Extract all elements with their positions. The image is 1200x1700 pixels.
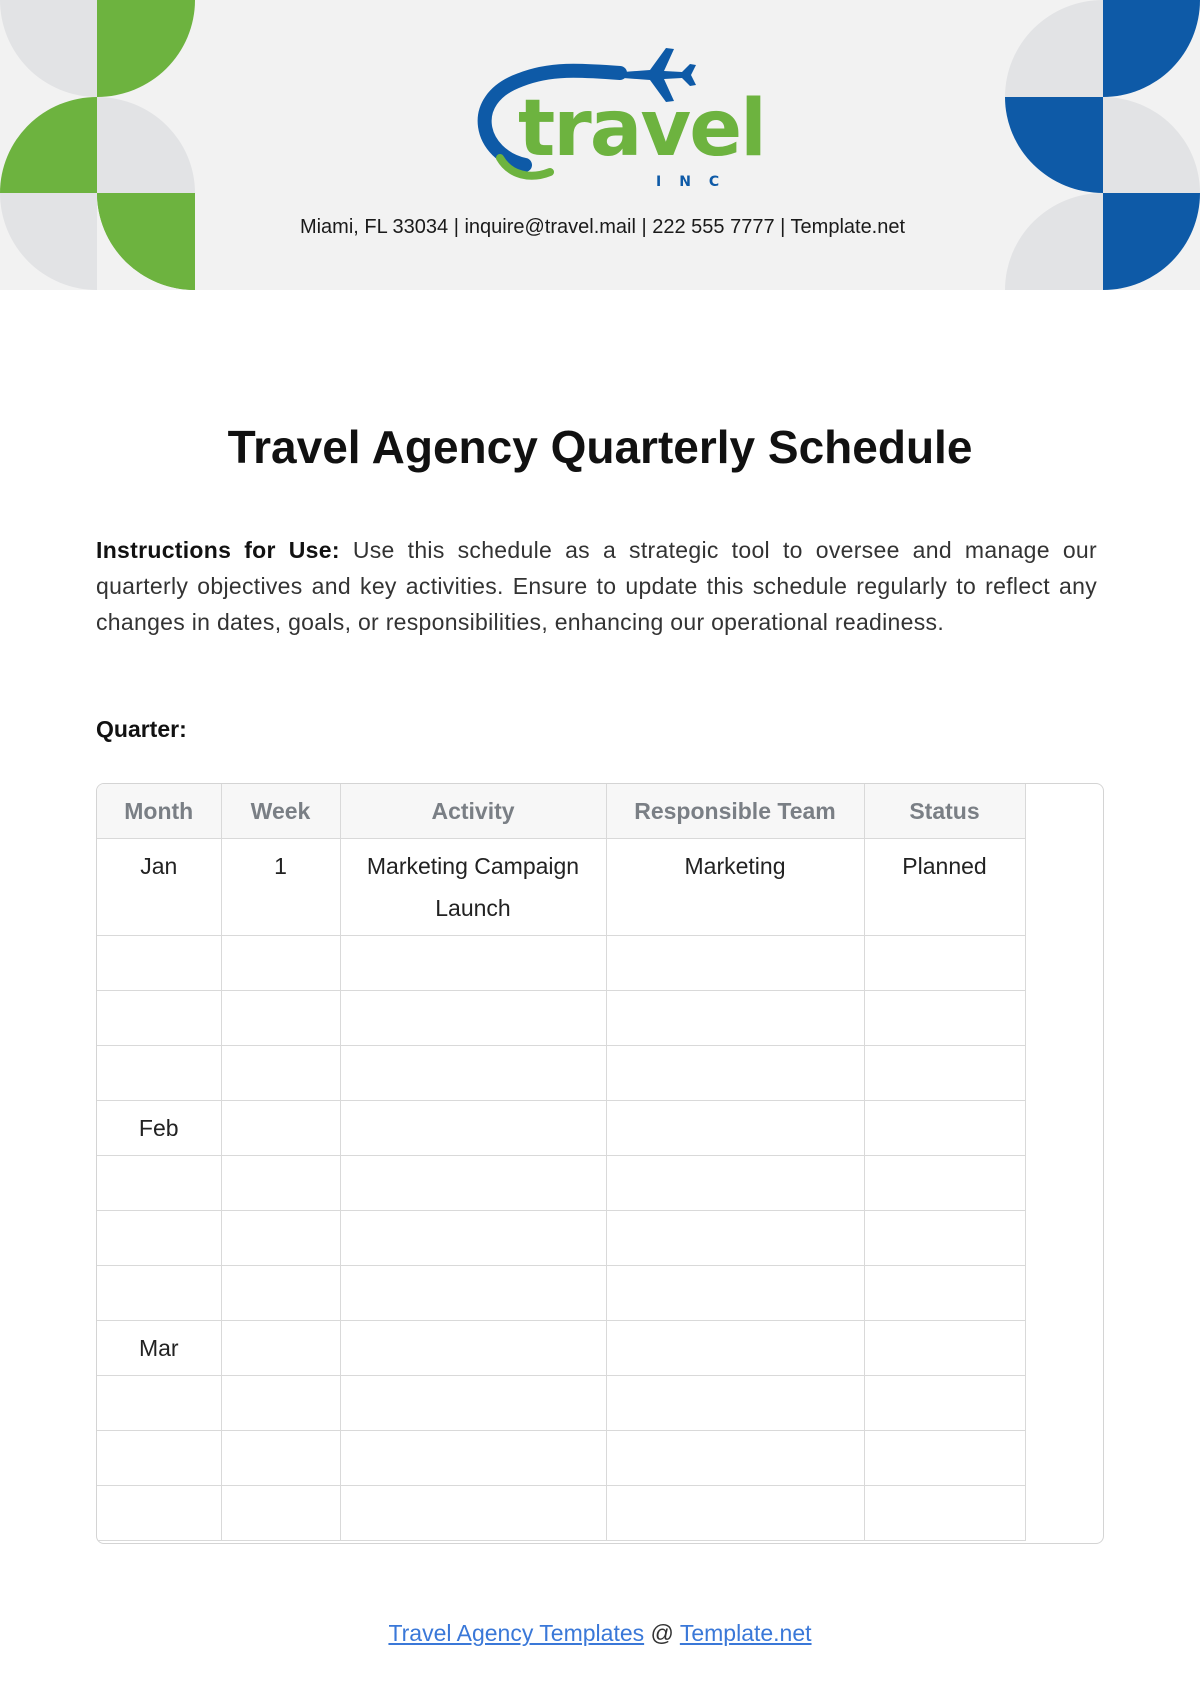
instructions-text: Use this schedule as a strategic tool to oversee and manage our quarterly objectives and key activities. Ensure to update this schedule regularly to reflect any changes in dates, goals, or responsibilities, enhancing our operational readiness. (96, 537, 1097, 635)
cell-week[interactable] (221, 991, 340, 1046)
header-banner (0, 0, 1200, 290)
table-row (97, 991, 1025, 1046)
cell-activity[interactable] (340, 991, 606, 1046)
cell-activity[interactable] (340, 1376, 606, 1431)
cell-status[interactable] (864, 1156, 1025, 1211)
cell-status[interactable] (864, 1321, 1025, 1376)
cell-responsible-team[interactable] (606, 1486, 864, 1541)
cell-week[interactable] (221, 1266, 340, 1321)
instructions-label: Instructions for Use: (96, 537, 340, 563)
column-header-status: Status (864, 784, 1025, 839)
cell-month[interactable] (97, 1431, 221, 1486)
cell-activity[interactable] (340, 1156, 606, 1211)
cell-week[interactable]: 1 (221, 839, 340, 936)
logo-subtitle: INC (656, 174, 738, 190)
travel-logo (470, 40, 765, 200)
table-row (97, 1156, 1025, 1211)
table-row (97, 1486, 1025, 1541)
cell-activity[interactable] (340, 1101, 606, 1156)
cell-responsible-team[interactable] (606, 1266, 864, 1321)
cell-week[interactable] (221, 1211, 340, 1266)
quarter-label: Quarter: (96, 716, 187, 742)
cell-month[interactable] (97, 1156, 221, 1211)
table-row (97, 1266, 1025, 1321)
cell-status[interactable] (864, 1376, 1025, 1431)
cell-responsible-team[interactable] (606, 1431, 864, 1486)
instructions-paragraph (96, 532, 1097, 640)
cell-responsible-team[interactable] (606, 1321, 864, 1376)
cell-status[interactable] (864, 1431, 1025, 1486)
cell-month[interactable]: Feb (97, 1101, 221, 1156)
column-header-month: Month (97, 784, 221, 839)
cell-month[interactable] (97, 1046, 221, 1101)
column-header-activity: Activity (340, 784, 606, 839)
cell-week[interactable] (221, 1376, 340, 1431)
cell-activity[interactable] (340, 1211, 606, 1266)
cell-status[interactable] (864, 1211, 1025, 1266)
cell-month[interactable] (97, 1266, 221, 1321)
template-net-link[interactable]: Template.net (679, 1620, 812, 1646)
footer (0, 1620, 1200, 1647)
column-header-responsible-team: Responsible Team (606, 784, 864, 839)
cell-week[interactable] (221, 1101, 340, 1156)
cell-status[interactable]: Planned (864, 839, 1025, 936)
table-row (97, 1431, 1025, 1486)
cell-responsible-team[interactable] (606, 1101, 864, 1156)
table-header-row (97, 784, 1025, 839)
cell-month[interactable] (97, 936, 221, 991)
table-row (97, 1376, 1025, 1431)
page-title: Travel Agency Quarterly Schedule (227, 421, 973, 473)
schedule-table (96, 783, 1104, 1544)
cell-week[interactable] (221, 1321, 340, 1376)
travel-agency-templates-link[interactable]: Travel Agency Templates (388, 1620, 645, 1646)
table-row (97, 1211, 1025, 1266)
cell-responsible-team[interactable] (606, 991, 864, 1046)
cell-status[interactable] (864, 991, 1025, 1046)
cell-week[interactable] (221, 1431, 340, 1486)
table-row (97, 1321, 1025, 1376)
cell-responsible-team[interactable] (606, 1156, 864, 1211)
decorative-shapes-left (0, 0, 195, 290)
cell-week[interactable] (221, 936, 340, 991)
cell-activity[interactable] (340, 1486, 606, 1541)
cell-week[interactable] (221, 1486, 340, 1541)
cell-activity[interactable] (340, 1266, 606, 1321)
decorative-shapes-right (1005, 0, 1200, 290)
cell-responsible-team[interactable] (606, 1046, 864, 1101)
contact-info: Miami, FL 33034 | inquire@travel.mail | 222 555 7777 | Template.net (299, 216, 906, 238)
table-row (97, 936, 1025, 991)
cell-status[interactable] (864, 1486, 1025, 1541)
cell-responsible-team[interactable]: Marketing (606, 839, 864, 936)
cell-activity[interactable] (340, 1046, 606, 1101)
cell-week[interactable] (221, 1046, 340, 1101)
cell-status[interactable] (864, 1046, 1025, 1101)
column-header-week: Week (221, 784, 340, 839)
cell-responsible-team[interactable] (606, 936, 864, 991)
cell-month[interactable] (97, 1376, 221, 1431)
cell-month[interactable]: Mar (97, 1321, 221, 1376)
cell-month[interactable]: Jan (97, 839, 221, 936)
cell-status[interactable] (864, 936, 1025, 991)
cell-status[interactable] (864, 1101, 1025, 1156)
cell-month[interactable] (97, 1211, 221, 1266)
cell-activity[interactable]: Marketing Campaign Launch (340, 839, 606, 936)
table-row (97, 1101, 1025, 1156)
logo-wordmark: travel (518, 84, 765, 174)
cell-activity[interactable] (340, 1321, 606, 1376)
table-row (97, 839, 1025, 936)
cell-responsible-team[interactable] (606, 1376, 864, 1431)
cell-activity[interactable] (340, 936, 606, 991)
cell-status[interactable] (864, 1266, 1025, 1321)
cell-responsible-team[interactable] (606, 1211, 864, 1266)
cell-month[interactable] (97, 1486, 221, 1541)
cell-week[interactable] (221, 1156, 340, 1211)
cell-activity[interactable] (340, 1431, 606, 1486)
cell-month[interactable] (97, 991, 221, 1046)
footer-separator: @ (644, 1620, 680, 1646)
table-row (97, 1046, 1025, 1101)
